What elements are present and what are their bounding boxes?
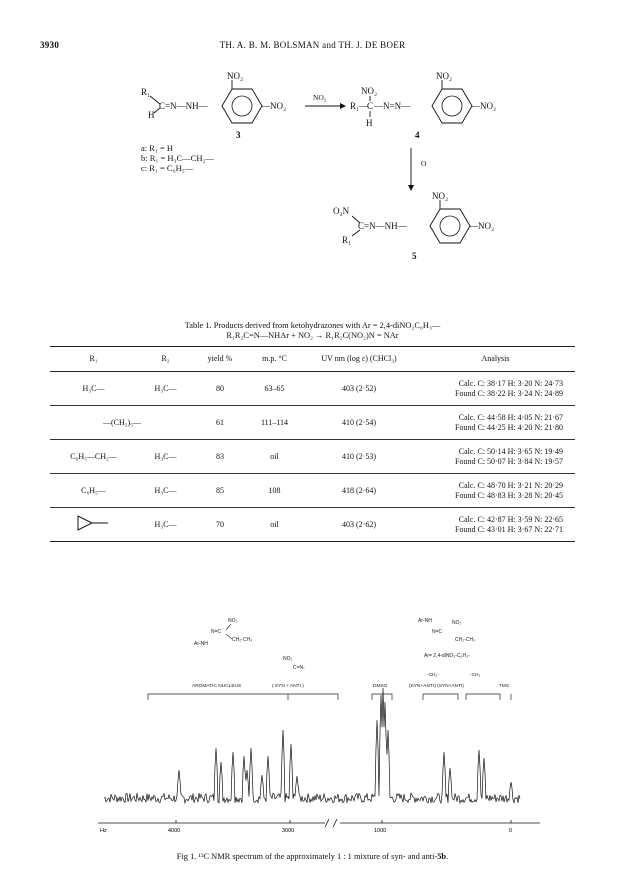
analysis-calc: Calc. C: 38·17 H: 3·20 N: 24·73 (458, 379, 563, 388)
c5-chain: C=N—NH— (358, 221, 407, 231)
c3-sub-b: b: R₁ = H₃C—CH₂— (141, 153, 214, 163)
struct-top-right (418, 618, 475, 659)
cell-r1: C₆H₅—CH₂— (50, 440, 137, 474)
analysis-calc: Calc. C: 44·58 H: 4·05 N: 21·67 (458, 413, 563, 422)
figure-caption-end: . (446, 852, 449, 861)
c4-no2-c: NO₂ (361, 86, 378, 96)
analysis-found: Found C: 43·01 H: 3·67 N: 22·71 (455, 524, 563, 534)
region-brackets (148, 694, 511, 700)
tr-ch2ch3: CH₂-CH₃ (455, 637, 476, 643)
analysis-found: Found C: 38·22 H: 3·24 N: 24·89 (455, 388, 563, 398)
cell-uv: 410 (2·53) (303, 440, 415, 474)
label-tms: TMS (499, 684, 510, 689)
col-r1: R₁ (50, 347, 137, 372)
c3-h: H (148, 110, 155, 120)
reagent-no2: NO₂ (313, 93, 327, 102)
table-caption-line2: R₁R₂C=N—NHAr + NO₂ → R₁R₂C(NO₂)N = NAr (226, 331, 399, 340)
tr-no2: NO₂ (452, 620, 462, 626)
tl-nc: N=C (211, 629, 222, 635)
struct-middle (283, 656, 305, 671)
cell-yield: 85 (194, 474, 246, 508)
c3-r1: R₁ (141, 87, 151, 97)
cell-uv: 410 (2·54) (303, 406, 415, 440)
label-dmso: DMSO (373, 684, 388, 689)
c5-label: 5 (412, 251, 417, 261)
running-head: TH. A. B. M. BOLSMAN and TH. J. DE BOER (219, 40, 406, 50)
c3-label: 3 (236, 130, 241, 140)
c4-no2-right: —NO₂ (471, 101, 497, 111)
label-ch2: -CH₂- (427, 673, 439, 678)
figure-caption-label: Fig 1. (176, 852, 197, 861)
cell-mp: 108 (246, 474, 303, 508)
cell-r1r2: —(CH₂)₅— (50, 406, 194, 440)
c4-label: 4 (415, 130, 420, 140)
mid-cn: C=N- (293, 665, 305, 671)
cell-yield: 83 (194, 440, 246, 474)
struct-top-left (194, 618, 252, 647)
tl-no2: NO₂ (228, 618, 238, 624)
c4-r1: R₁— (350, 101, 369, 111)
page-number: 3930 (40, 40, 60, 50)
cell-yield: 61 (194, 406, 246, 440)
analysis-found: Found C: 48·83 H: 3·28 N: 20·45 (455, 490, 563, 500)
col-uv: UV nm (log ε) (CHCl₃) (303, 347, 415, 372)
cell-mp: oil (246, 440, 303, 474)
label-syn-anti: ( SYN + ANTI ) (272, 684, 304, 689)
figure-caption (0, 852, 625, 861)
reagent-o: O (421, 159, 427, 168)
col-mp: m.p. °C (246, 347, 303, 372)
cell-r2: H₃C— (137, 474, 194, 508)
c3-no2-right: —NO₂ (261, 101, 287, 111)
label-ch3: -CH₃ (470, 673, 481, 678)
analysis-found: Found C: 50·07 H: 3·84 N: 19·57 (455, 456, 563, 466)
c4-nchain: —N=N— (374, 101, 411, 111)
tl-arnh: Ar-NH (194, 641, 208, 647)
cell-r1: C₆H₅— (50, 474, 137, 508)
cell-r1: H₃C— (50, 372, 137, 406)
analysis-calc: Calc. C: 42·87 H: 3·59 N: 22·65 (458, 515, 563, 524)
figure-caption-text: ¹³C NMR spectrum of the approximately 1 : 1 mixture of syn- and anti- (198, 852, 438, 861)
axis-tick-4000: 4000 (168, 828, 181, 834)
cell-uv: 403 (2·52) (303, 372, 415, 406)
cell-uv: 418 (2·64) (303, 474, 415, 508)
c3-chain: C=N—NH— (159, 101, 208, 111)
c5-o2n: O₂N (333, 206, 350, 216)
analysis-calc: Calc. C: 50·14 H: 3·65 N: 19·49 (458, 447, 563, 456)
spectrum-axis (98, 819, 540, 834)
c3-sub-c: c: R₁ = C₆H₅— (141, 163, 194, 173)
cell-r2: H₃C— (137, 440, 194, 474)
spectrum-trace (104, 688, 520, 803)
col-analysis: Analysis (415, 347, 575, 372)
table-caption-line1: Products derived from ketohydrazones with Ar = 2,4-diNO₂C₆H₃— (213, 321, 441, 330)
analysis-calc: Calc. C: 48·70 H: 3·21 N: 20·29 (458, 481, 563, 490)
mid-no2: NO₂ (283, 656, 293, 662)
axis-tick-1000: 1000 (374, 828, 387, 834)
ar-definition: Ar= 2,4-diNO₂-C₆H₃- (424, 653, 470, 659)
cell-mp: 63–65 (246, 372, 303, 406)
axis-tick-0: 0 (509, 828, 513, 834)
label-syn-anti-2: (SYN+ANTI) (SYN+ANTI) (409, 684, 464, 689)
cell-mp: 111–114 (246, 406, 303, 440)
cell-yield: 80 (194, 372, 246, 406)
c5-r1: R₁ (342, 235, 352, 245)
c5-no2-right: —NO₂ (469, 221, 495, 231)
cell-mp: oil (246, 508, 303, 542)
col-r2: R₂ (137, 347, 194, 372)
c4-no2-top: NO₂ (436, 71, 453, 81)
table-caption-label: Table 1. (184, 321, 212, 330)
cell-r2: H₃C— (137, 372, 194, 406)
c3-no2-top: NO₂ (227, 71, 244, 81)
cell-yield: 70 (194, 508, 246, 542)
c3-sub-a: a: R₁ = H (141, 143, 174, 153)
c4-c: C (367, 101, 374, 111)
col-yield: yield % (194, 347, 246, 372)
c5-no2-top: NO₂ (432, 191, 449, 201)
cell-r2: H₃C— (137, 508, 194, 542)
axis-tick-3000: 3000 (282, 828, 295, 834)
tr-arnh: Ar-NH (418, 618, 432, 624)
c4-h: H (366, 118, 373, 128)
label-aromatic-nucleus: AROMATIC NUCLEUS (192, 684, 242, 689)
figure-caption-compound: 5b (437, 852, 447, 861)
tl-ch2ch3: CH₂-CH₃ (232, 637, 253, 643)
axis-unit: Hz (100, 828, 107, 834)
tr-nc: N=C (432, 629, 443, 635)
analysis-found: Found C: 44·25 H: 4·20 N: 21·80 (455, 422, 563, 432)
cell-uv: 403 (2·62) (303, 508, 415, 542)
